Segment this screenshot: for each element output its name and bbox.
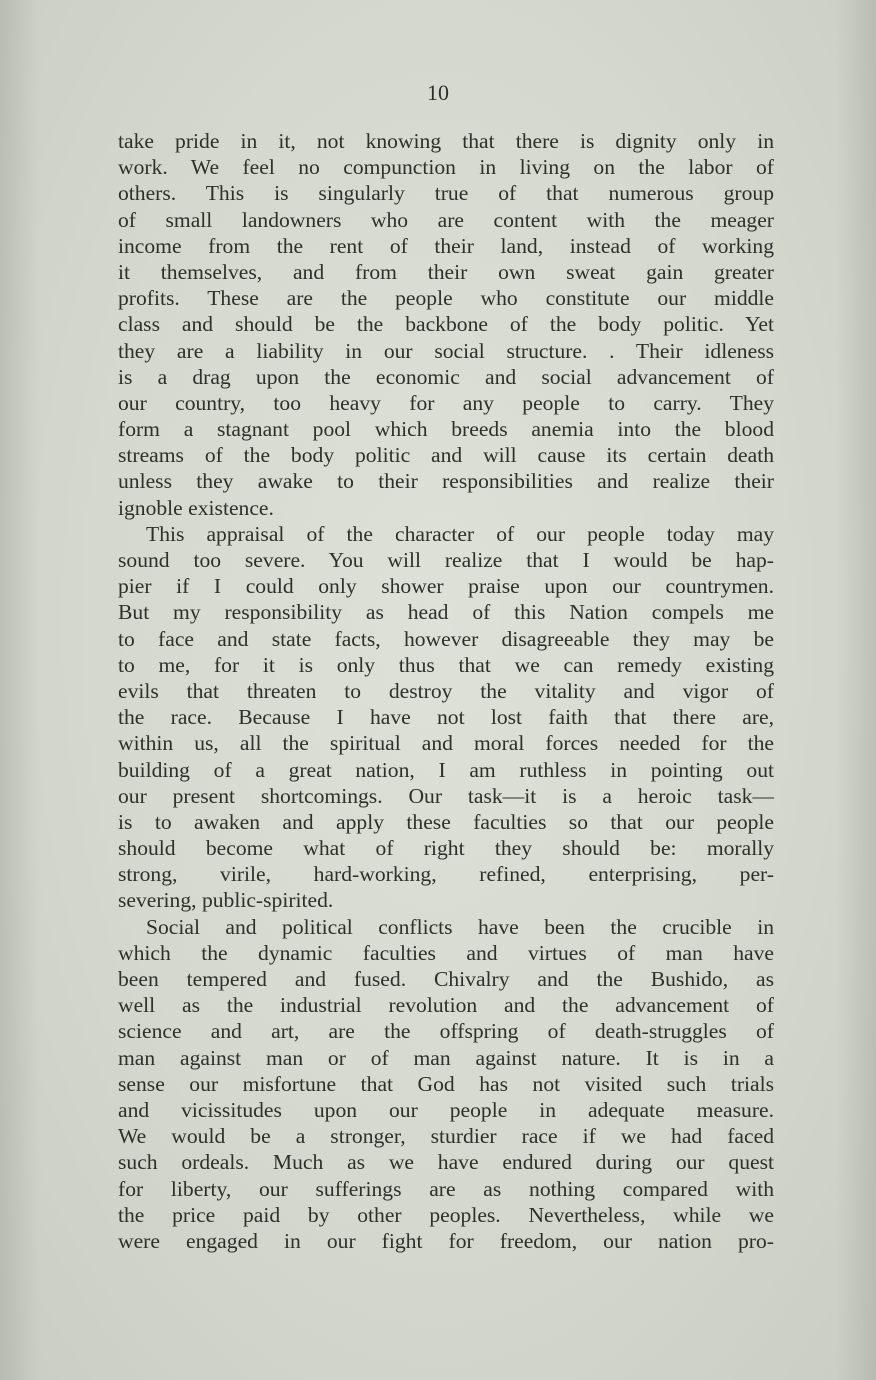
text-line: it themselves, and from their own sweat gain greater [118, 259, 774, 284]
text-line: profits. These are the people who constitute our middle [118, 286, 774, 311]
text-line: class and should be the backbone of the body politic. Yet [118, 312, 774, 337]
text-line: science and art, are the offspring of death-struggles of [118, 1019, 774, 1044]
text-line: is to awaken and apply these faculties so that our people [118, 809, 774, 834]
text-line: unless they awake to their responsibilities and realize their [118, 469, 774, 494]
page-edge-shadow-right [836, 0, 876, 1380]
text-line: ignoble existence. [118, 495, 274, 520]
body-text [118, 128, 774, 1254]
text-line: pier if I could only shower praise upon our countrymen. [118, 574, 774, 599]
text-line: strong, virile, hard-working, refined, enterprising, per- [118, 862, 774, 887]
text-line: But my responsibility as head of this Nation compels me [118, 600, 774, 625]
text-line: take pride in it, not knowing that there is dignity only in [118, 129, 774, 153]
text-line: such ordeals. Much as we have endured during our quest [118, 1150, 774, 1175]
paragraph [118, 914, 774, 1254]
text-line: streams of the body politic and will cause its certain death [118, 443, 774, 468]
text-line: they are a liability in our social structure. . Their idleness [118, 338, 774, 363]
text-line: to me, for it is only thus that we can remedy existing [118, 652, 774, 677]
text-line: sound too severe. You will realize that I would be hap- [118, 548, 774, 572]
page-edge-shadow-left [0, 0, 40, 1380]
text-line: of small landowners who are content with the meager [118, 207, 774, 232]
text-line: severing, public-spirited. [118, 888, 334, 913]
text-line: We would be a stronger, sturdier race if we had faced [118, 1124, 774, 1149]
text-line: and vicissitudes upon our people in adequate measure. [118, 1097, 774, 1122]
text-line: well as the industrial revolution and the advancement of [118, 993, 774, 1018]
text-line: the price paid by other peoples. Nevertheless, while we [118, 1202, 774, 1227]
text-line: were engaged in our fight for freedom, our nation pro- [118, 1228, 774, 1253]
text-line: which the dynamic faculties and virtues of man have [118, 940, 774, 965]
text-line: within us, all the spiritual and moral forces needed for the [118, 731, 774, 756]
text-line: Social and political conflicts have been the crucible in [146, 914, 774, 939]
text-line: for liberty, our sufferings are as nothing compared with [118, 1176, 774, 1201]
text-line: man against man or of man against nature. It is in a [118, 1045, 774, 1070]
paragraph [118, 128, 774, 521]
text-line: to face and state facts, however disagreeable they may be [118, 626, 774, 651]
text-line: the race. Because I have not lost faith that there are, [118, 705, 774, 730]
text-line: form a stagnant pool which breeds anemia into the blood [118, 417, 774, 442]
text-line: is a drag upon the economic and social advancement of [118, 364, 774, 389]
text-line: work. We feel no compunction in living on the labor of [118, 155, 774, 180]
text-line: been tempered and fused. Chivalry and the Bushido, as [118, 967, 774, 991]
text-line: our country, too heavy for any people to carry. They [118, 390, 774, 415]
text-line: should become what of right they should be: morally [118, 836, 774, 861]
text-line: income from the rent of their land, instead of working [118, 233, 774, 258]
text-line: This appraisal of the character of our people today may [146, 521, 774, 546]
text-line: building of a great nation, I am ruthless in pointing out [118, 757, 774, 782]
text-line: evils that threaten to destroy the vitality and vigor of [118, 678, 774, 703]
text-line: our present shortcomings. Our task—it is a heroic task— [118, 783, 774, 808]
text-line: sense our misfortune that God has not visited such trials [118, 1071, 774, 1096]
page-number: 10 [427, 80, 449, 105]
paragraph [118, 521, 774, 914]
text-line: others. This is singularly true of that numerous group [118, 181, 774, 206]
